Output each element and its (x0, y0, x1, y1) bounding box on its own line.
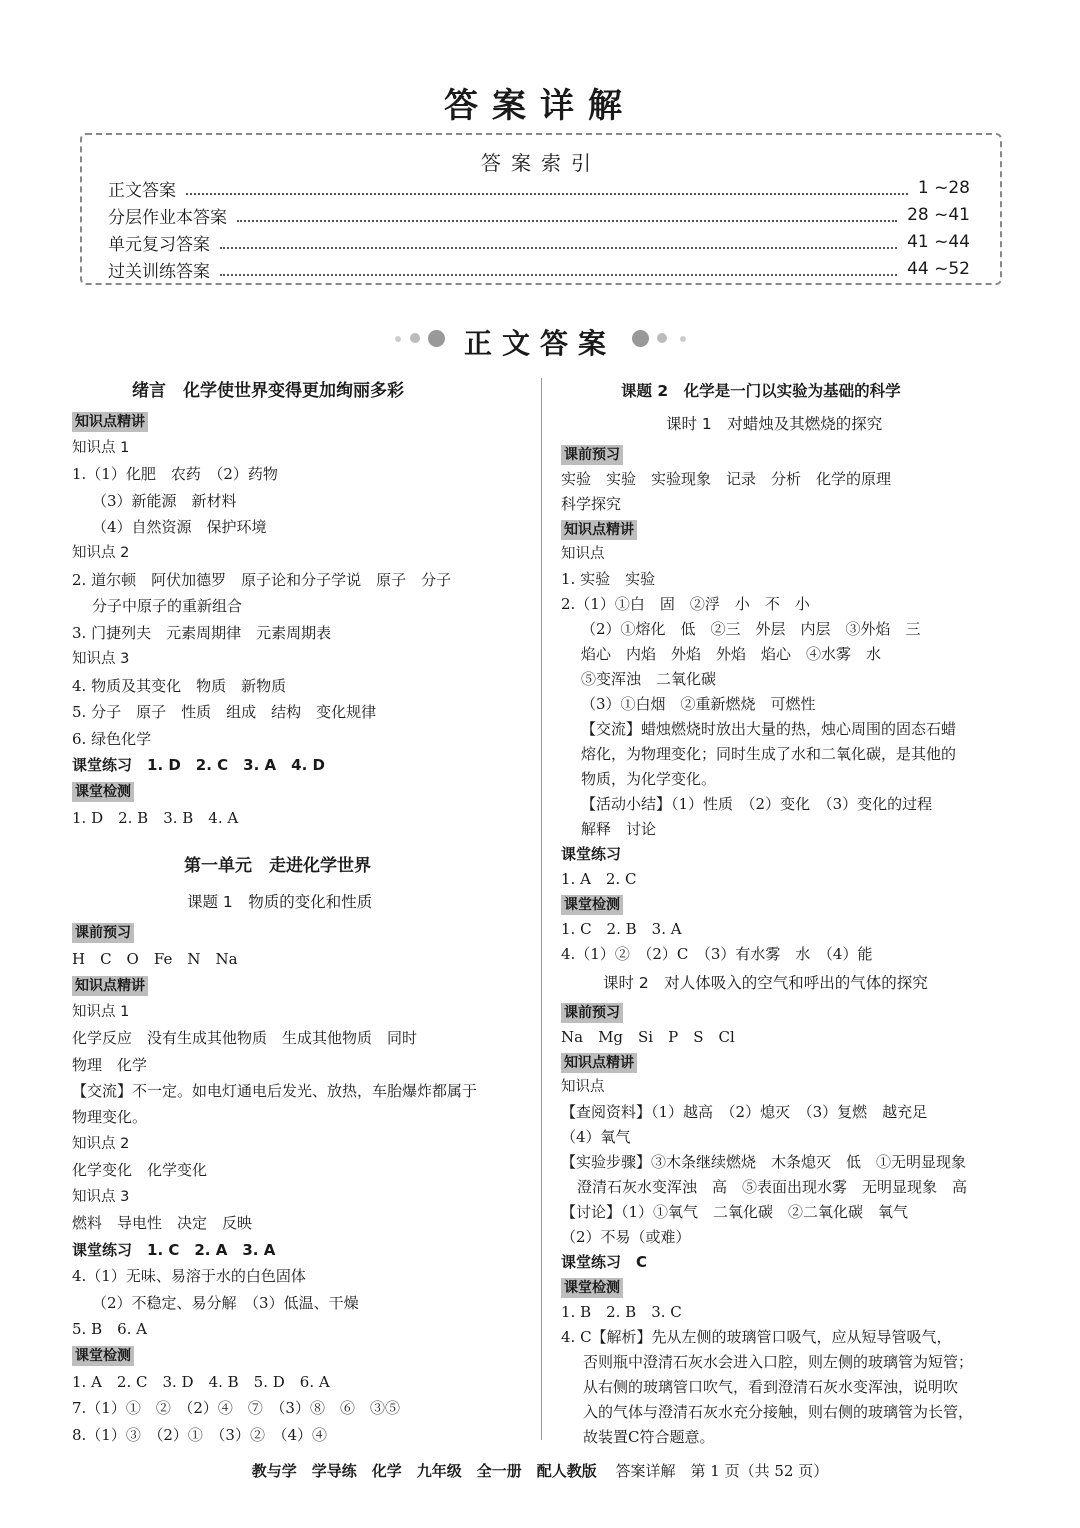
index-label: 单元复习答案 (108, 234, 210, 255)
classroom-practice: 课堂练习 1. C 2. A 3. A (72, 1241, 276, 1259)
index-leader (220, 235, 897, 249)
index-leader (220, 262, 897, 276)
answer-line: 实验 实验 实验现象 记录 分析 化学的原理 (561, 470, 892, 488)
column-divider (541, 378, 542, 1440)
answer-line: 1. A 2. C 3. D 4. B 5. D 6. A (72, 1373, 330, 1391)
answer-line: 【交流】蜡烛燃烧时放出大量的热，烛心周围的固态石蜡 (581, 720, 957, 738)
tag-text: 课前预习 (561, 1003, 623, 1023)
answer-line: 4. C【解析】先从左侧的玻璃管口吸气，应从短导管吸气， (561, 1328, 952, 1346)
section-title: 正文答案 (463, 327, 616, 360)
answer-line: （3）新能源 新材料 (92, 492, 237, 510)
answer-line: 否则瓶中澄清石灰水会进入口腔，则左侧的玻璃管为短管； (583, 1353, 974, 1371)
tag-label (561, 518, 637, 540)
knowledge-point-label: 知识点 1 (72, 440, 130, 456)
knowledge-point-label: 知识点 1 (72, 1004, 130, 1020)
period-heading: 课时 2 对人体吸入的空气和呼出的气体的探究 (603, 974, 928, 992)
answer-line: 化学变化 化学变化 (72, 1161, 208, 1179)
answer-line: （4）自然资源 保护环境 (92, 518, 267, 536)
tag-text: 课前预习 (561, 445, 623, 465)
index-row (108, 229, 970, 255)
answer-line: 6. 绿色化学 (72, 730, 152, 748)
tag-text: 课前预习 (72, 923, 134, 943)
answer-line: 5. B 6. A (72, 1320, 148, 1338)
decor-dot-icon (657, 333, 667, 343)
footer-brand: 教与学 学导练 化学 九年级 全一册 配人教版 (251, 1462, 597, 1480)
tag-label (72, 780, 134, 802)
knowledge-point-label: 知识点 3 (72, 1189, 130, 1205)
answer-line: 解释 讨论 (581, 820, 657, 838)
answer-index-box (80, 133, 1002, 285)
answer-line: 8.（1）③ （2）① （3）② （4）④ (72, 1426, 327, 1444)
answer-line: 焰心 内焰 外焰 外焰 焰心 ④水雾 水 (581, 645, 882, 663)
lesson-heading: 课题 1 物质的变化和性质 (187, 893, 373, 911)
answer-line: 5. 分子 原子 性质 组成 结构 变化规律 (72, 703, 377, 721)
answer-line: 【查阅资料】（1）越高 （2）熄灭 （3）复燃 越充足 (561, 1103, 928, 1121)
answer-line: （2）不易（或难） (561, 1228, 691, 1246)
knowledge-point-label: 知识点 2 (72, 1136, 130, 1152)
answer-line: 故装置C符合题意。 (583, 1428, 715, 1446)
answer-line: 3. 门捷列夫 元素周期律 元素周期表 (72, 624, 332, 642)
answer-line: 【交流】不一定。如电灯通电后发光、放热，车胎爆炸都属于 (72, 1082, 478, 1100)
tag-label (72, 1344, 134, 1366)
index-label: 分层作业本答案 (108, 207, 227, 228)
answer-line: 1. D 2. B 3. B 4. A (72, 809, 239, 827)
answer-line: 澄清石灰水变浑浊 高 ⑤表面出现水雾 无明显现象 高 (577, 1178, 968, 1196)
answer-line: 物理 化学 (72, 1056, 148, 1074)
answer-line: Na Mg Si P S Cl (561, 1028, 735, 1046)
page-title: 答案详解 (444, 86, 636, 126)
answer-line: 分子中原子的重新组合 (92, 597, 243, 615)
classroom-practice: 课堂练习 C (561, 1253, 648, 1271)
tag-label (72, 921, 134, 943)
index-label: 正文答案 (108, 180, 176, 201)
answer-line: 科学探究 (561, 495, 622, 513)
index-row (108, 256, 970, 282)
answer-line: H C O Fe N Na (72, 950, 238, 968)
answer-line: ⑤变浑浊 二氧化碳 (581, 670, 717, 688)
index-title: 答案索引 (481, 151, 601, 175)
tag-text: 知识点精讲 (561, 520, 637, 540)
index-row (108, 202, 970, 228)
answer-line: 【活动小结】（1）性质 （2）变化 （3）变化的过程 (581, 795, 933, 813)
answer-line: 熔化，为物理变化；同时生成了水和二氧化碳，是其他的 (581, 745, 957, 763)
answer-line: 从右侧的玻璃管口吹气，看到澄清石灰水变浑浊，说明吹 (583, 1378, 959, 1396)
decor-dot-icon (680, 336, 686, 342)
answer-line: 2.（1）①白 固 ②浮 小 不 小 (561, 595, 810, 613)
index-leader (237, 208, 897, 222)
page-footer (0, 1460, 1080, 1481)
chapter-heading: 绪言 化学使世界变得更加绚丽多彩 (132, 381, 404, 401)
tag-label (561, 1276, 623, 1298)
tag-text: 知识点精讲 (72, 412, 148, 432)
tag-label (561, 1051, 637, 1073)
tag-text: 课堂检测 (72, 782, 134, 802)
answer-line: 4. 物质及其变化 物质 新物质 (72, 677, 287, 695)
answer-line: 1. A 2. C (561, 870, 637, 888)
tag-text: 课堂检测 (561, 895, 623, 915)
index-pages: 44 ~52 (907, 259, 970, 279)
answer-line: 7.（1）① ② （2）④ ⑦ （3）⑧ ⑥ ③⑤ (72, 1399, 400, 1417)
answer-line: （4）氧气 (561, 1128, 631, 1146)
index-label: 过关训练答案 (108, 261, 210, 282)
answer-line: 4.（1）② （2）C （3）有水雾 水 （4）能 (561, 945, 873, 963)
knowledge-point-label: 知识点 (561, 1079, 605, 1095)
period-heading: 课时 1 对蜡烛及其燃烧的探究 (666, 415, 883, 433)
index-pages: 28 ~41 (907, 205, 970, 225)
answer-line: 1.（1）化肥 农药 （2）药物 (72, 465, 278, 483)
answer-line: 4.（1）无味、易溶于水的白色固体 (72, 1267, 306, 1285)
tag-text: 课堂检测 (72, 1346, 134, 1366)
index-leader (186, 181, 908, 195)
index-pages: 1 ~28 (917, 178, 970, 198)
answer-line: 入的气体与澄清石灰水充分接触，则右侧的玻璃管为长管， (583, 1403, 974, 1421)
answer-line: （2）①熔化 低 ②三 外层 内层 ③外焰 三 (581, 620, 921, 638)
index-pages: 41 ~44 (907, 232, 970, 252)
classroom-practice: 课堂练习 1. D 2. C 3. A 4. D (72, 756, 325, 774)
footer-page-number: 答案详解 第 1 页（共 52 页） (615, 1462, 829, 1480)
tag-text: 课堂检测 (561, 1278, 623, 1298)
answer-line: 1. B 2. B 3. C (561, 1303, 682, 1321)
lesson-heading: 课题 2 化学是一门以实验为基础的科学 (621, 382, 901, 400)
tag-label (561, 893, 623, 915)
answer-line: 【实验步骤】③木条继续燃烧 木条熄灭 低 ①无明显现象 (561, 1153, 967, 1171)
knowledge-point-label: 知识点 2 (72, 545, 130, 561)
answer-line: 燃料 导电性 决定 反映 (72, 1214, 253, 1232)
decor-dot-icon (632, 330, 649, 347)
tag-text: 知识点精讲 (72, 976, 148, 996)
tag-text: 知识点精讲 (561, 1053, 637, 1073)
answer-line: 物质，为化学变化。 (581, 770, 717, 788)
answer-line: 2. 道尔顿 阿伏加德罗 原子论和分子学说 原子 分子 (72, 571, 452, 589)
answer-line: 物理变化。 (72, 1108, 148, 1126)
answer-line: 1. C 2. B 3. A (561, 920, 682, 938)
tag-label (561, 443, 623, 465)
tag-label (72, 974, 148, 996)
unit-heading: 第一单元 走进化学世界 (184, 856, 371, 876)
classroom-practice: 课堂练习 (561, 845, 622, 863)
answer-line: 化学反应 没有生成其他物质 生成其他物质 同时 (72, 1029, 418, 1047)
tag-label (561, 1001, 623, 1023)
tag-label (72, 410, 148, 432)
knowledge-point-label: 知识点 (561, 546, 605, 562)
answer-line: 1. 实验 实验 (561, 570, 656, 588)
index-row (108, 175, 970, 201)
answer-line: 【讨论】（1）①氧气 二氧化碳 ②二氧化碳 氧气 (561, 1203, 909, 1221)
answer-line: （2）不稳定、易分解 （3）低温、干燥 (92, 1294, 359, 1312)
knowledge-point-label: 知识点 3 (72, 651, 130, 667)
answer-line: （3）①白烟 ②重新燃烧 可燃性 (581, 695, 816, 713)
